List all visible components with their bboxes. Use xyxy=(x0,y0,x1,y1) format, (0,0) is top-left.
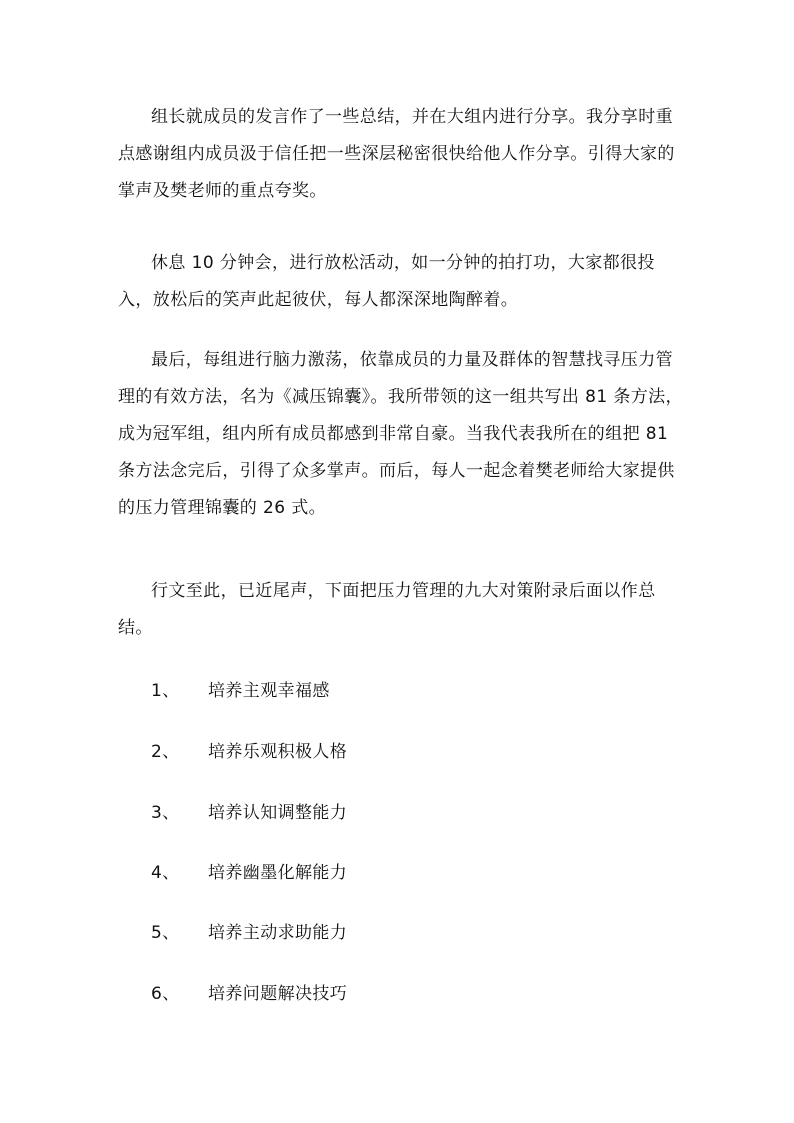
list-item xyxy=(151,737,347,767)
list-item-text: 培养乐观积极人格 xyxy=(208,742,348,762)
paragraph-3: 最后，每组进行脑力激荡，依靠成员的力量及群体的智慧找寻压力管理的有效方法，名为《减压锦囊》。我所带领的这一组共写出 81 条方法，成为冠军组，组内所有成员都感到非常自豪。当我代表我所在的组把 81 条方法念完后，引得了众多掌声。而后，每人一起念着樊老师给大家提供的压力管理锦囊的 26 式。 xyxy=(118,350,683,518)
list-item-number: 2、 xyxy=(151,742,180,762)
list-item-number: 1、 xyxy=(151,681,180,701)
list-item-text: 培养问题解决技巧 xyxy=(208,984,348,1004)
list-item-number: 5、 xyxy=(151,923,180,943)
list-item-text: 培养认知调整能力 xyxy=(208,803,348,823)
list-item-text: 培养幽墨化解能力 xyxy=(208,863,348,883)
list-item xyxy=(151,918,347,948)
list-item-text: 培养主动求助能力 xyxy=(208,923,348,943)
list-item xyxy=(151,858,347,888)
list-item xyxy=(151,979,347,1009)
list-item xyxy=(151,798,347,828)
list-item-number: 4、 xyxy=(151,863,180,883)
list-item-number: 3、 xyxy=(151,803,180,823)
paragraph-4: 行文至此，已近尾声，下面把压力管理的九大对策附录后面以作总结。 xyxy=(118,581,656,638)
list-item-text: 培养主观幸福感 xyxy=(208,681,330,701)
paragraph-1: 组长就成员的发言作了一些总结，并在大组内进行分享。我分享时重点感谢组内成员汲于信任把一些深层秘密很快给他人作分享。引得大家的掌声及樊老师的重点夸奖。 xyxy=(118,107,675,201)
list-item xyxy=(151,676,330,706)
paragraph-2: 休息 10 分钟会，进行放松活动，如一分钟的拍打功，大家都很投入，放松后的笑声此起彼伏，每人都深深地陶醉着。 xyxy=(118,253,655,310)
list-item-number: 6、 xyxy=(151,984,180,1004)
